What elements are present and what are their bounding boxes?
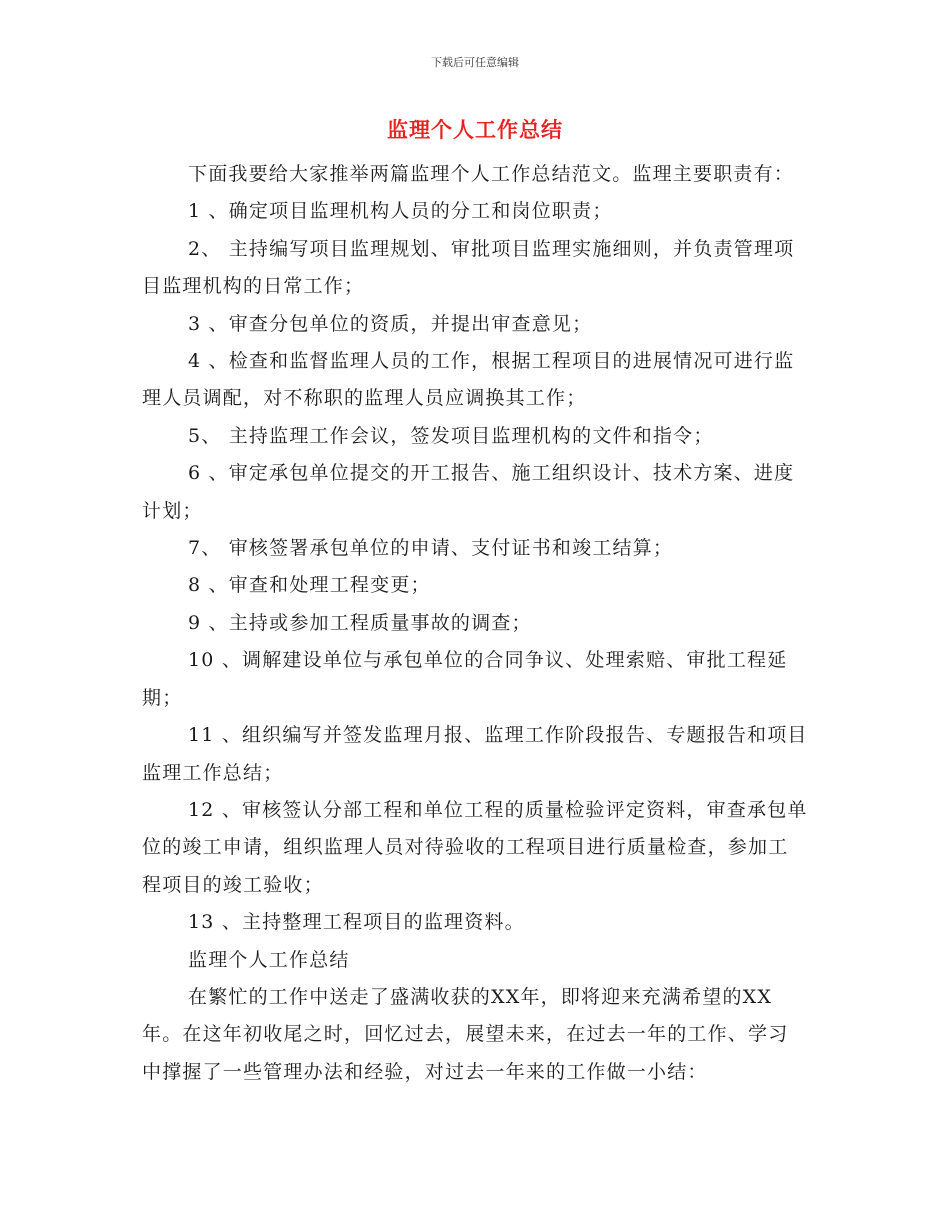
paragraph-item-7: 7、 审核签署承包单位的申请、支付证书和竣工结算； [188,537,674,560]
paragraph-item-9: 9 、主持或参加工程质量事故的调查； [188,611,532,634]
section-heading: 监理个人工作总结 [188,948,350,971]
paragraph-item-13: 13 、主持整理工程项目的监理资料。 [188,911,525,934]
header-note: 下载后可任意编辑 [431,56,519,69]
paragraph-intro: 下面我要给大家推举两篇监理个人工作总结范文。监理主要职责有： [188,163,795,185]
paragraph-item-12: 12 、审核签认分部工程和单位工程的质量检验评定资料，审查承包单位的竣工申请，组织监理人员对待验收的工程项目进行质量检查，参加工程项目的竣工验收； [142,798,808,896]
paragraph-item-6: 6 、审定承包单位提交的开工报告、施工组织设计、技术方案、进度计划； [142,462,795,522]
paragraph-item-4: 4 、检查和监督监理人员的工作，根据工程项目的进展情况可进行监理人员调配，对不称职的监理人员应调换其工作； [142,350,795,410]
paragraph-summary: 在繁忙的工作中送走了盛满收获的XX年，即将迎来充满希望的XX年。在这年初收尾之时，回忆过去，展望未来，在过去一年的工作、学习中撑握了一些管理办法和经验，对过去一年来的工作做一小结： [142,985,789,1083]
document-body [142,156,808,1091]
paragraph-item-11: 11 、组织编写并签发监理月报、监理工作阶段报告、专题报告和项目监理工作总结； [142,724,808,784]
document-title: 监理个人工作总结 [387,118,563,142]
paragraph-item-5: 5、 主持监理工作会议，签发项目监理机构的文件和指令； [188,424,714,447]
paragraph-item-1: 1 、确定项目监理机构人员的分工和岗位职责； [188,200,613,223]
paragraph-item-3: 3 、审查分包单位的资质，并提出审查意见； [188,312,593,335]
paragraph-item-8: 8 、审查和处理工程变更； [188,574,431,597]
paragraph-item-2: 2、 主持编写项目监理规划、审批项目监理实施细则，并负责管理项目监理机构的日常工作； [142,237,795,298]
paragraph-item-10: 10 、调解建设单位与承包单位的合同争议、处理索赔、审批工程延期； [142,649,788,709]
